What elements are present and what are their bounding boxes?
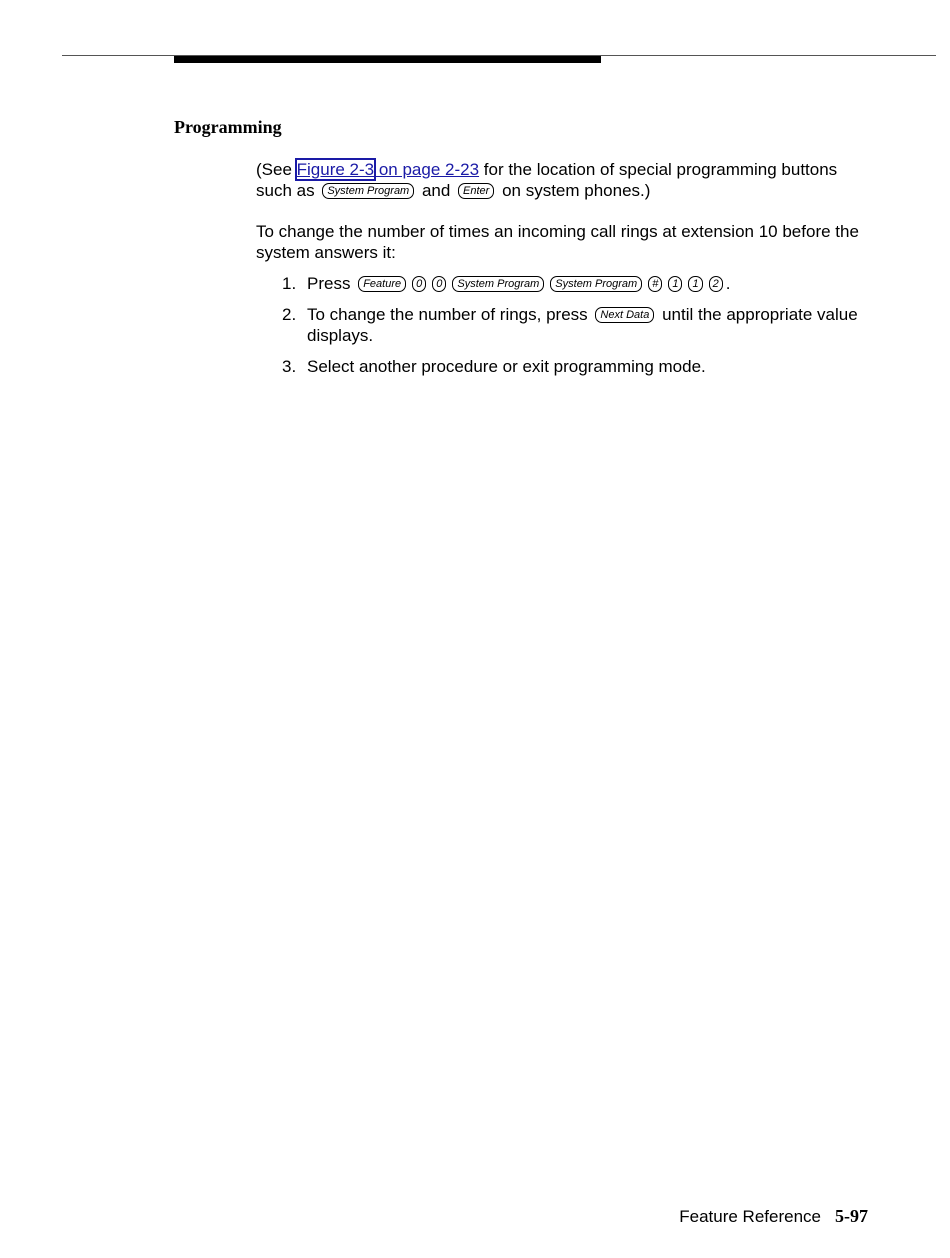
step-2 (282, 304, 876, 346)
system-program-key-icon: System Program (452, 276, 544, 292)
page-footer (679, 1206, 868, 1227)
step-number: 1. (282, 274, 297, 293)
procedure-steps (282, 273, 876, 387)
digit-1-key-icon: 1 (688, 276, 702, 292)
step-text: Select another procedure or exit programming mode. (307, 357, 706, 376)
system-program-key-icon: System Program (550, 276, 642, 292)
step-3 (282, 356, 876, 377)
page-link[interactable]: on page 2-23 (374, 160, 480, 179)
next-data-key-icon: Next Data (595, 307, 654, 323)
digit-1-key-icon: 1 (668, 276, 682, 292)
footer-label: Feature Reference (679, 1207, 821, 1226)
header-rule-thick (174, 56, 601, 63)
figure-link[interactable]: Figure 2-3 (296, 160, 375, 179)
intro-and: and (417, 181, 456, 200)
intro-paragraph (256, 159, 876, 201)
intro-suffix: on system phones.) (497, 181, 651, 200)
section-heading: Programming (174, 117, 282, 137)
page-number: 5-97 (835, 1206, 868, 1226)
step-end: . (725, 274, 731, 293)
enter-key-icon: Enter (458, 183, 494, 199)
step-number: 2. (282, 305, 297, 324)
pound-key-icon: # (648, 276, 662, 292)
step-text: To change the number of rings, press (307, 305, 588, 324)
step-text-after: until the appropriate value displays. (307, 305, 858, 345)
digit-0-key-icon: 0 (412, 276, 426, 292)
intro-prefix: (See (256, 160, 297, 179)
step-number: 3. (282, 357, 297, 376)
step-1 (282, 273, 876, 294)
instruction-paragraph: To change the number of times an incoming call rings at extension 10 before the system answers it: (256, 222, 859, 262)
step-text: Press (307, 274, 351, 293)
digit-0-key-icon: 0 (432, 276, 446, 292)
system-program-key-icon: System Program (322, 183, 414, 199)
intro-middle: for the location of special programming buttons such as (256, 160, 838, 200)
digit-2-key-icon: 2 (709, 276, 723, 292)
feature-key-icon: Feature (358, 276, 406, 292)
